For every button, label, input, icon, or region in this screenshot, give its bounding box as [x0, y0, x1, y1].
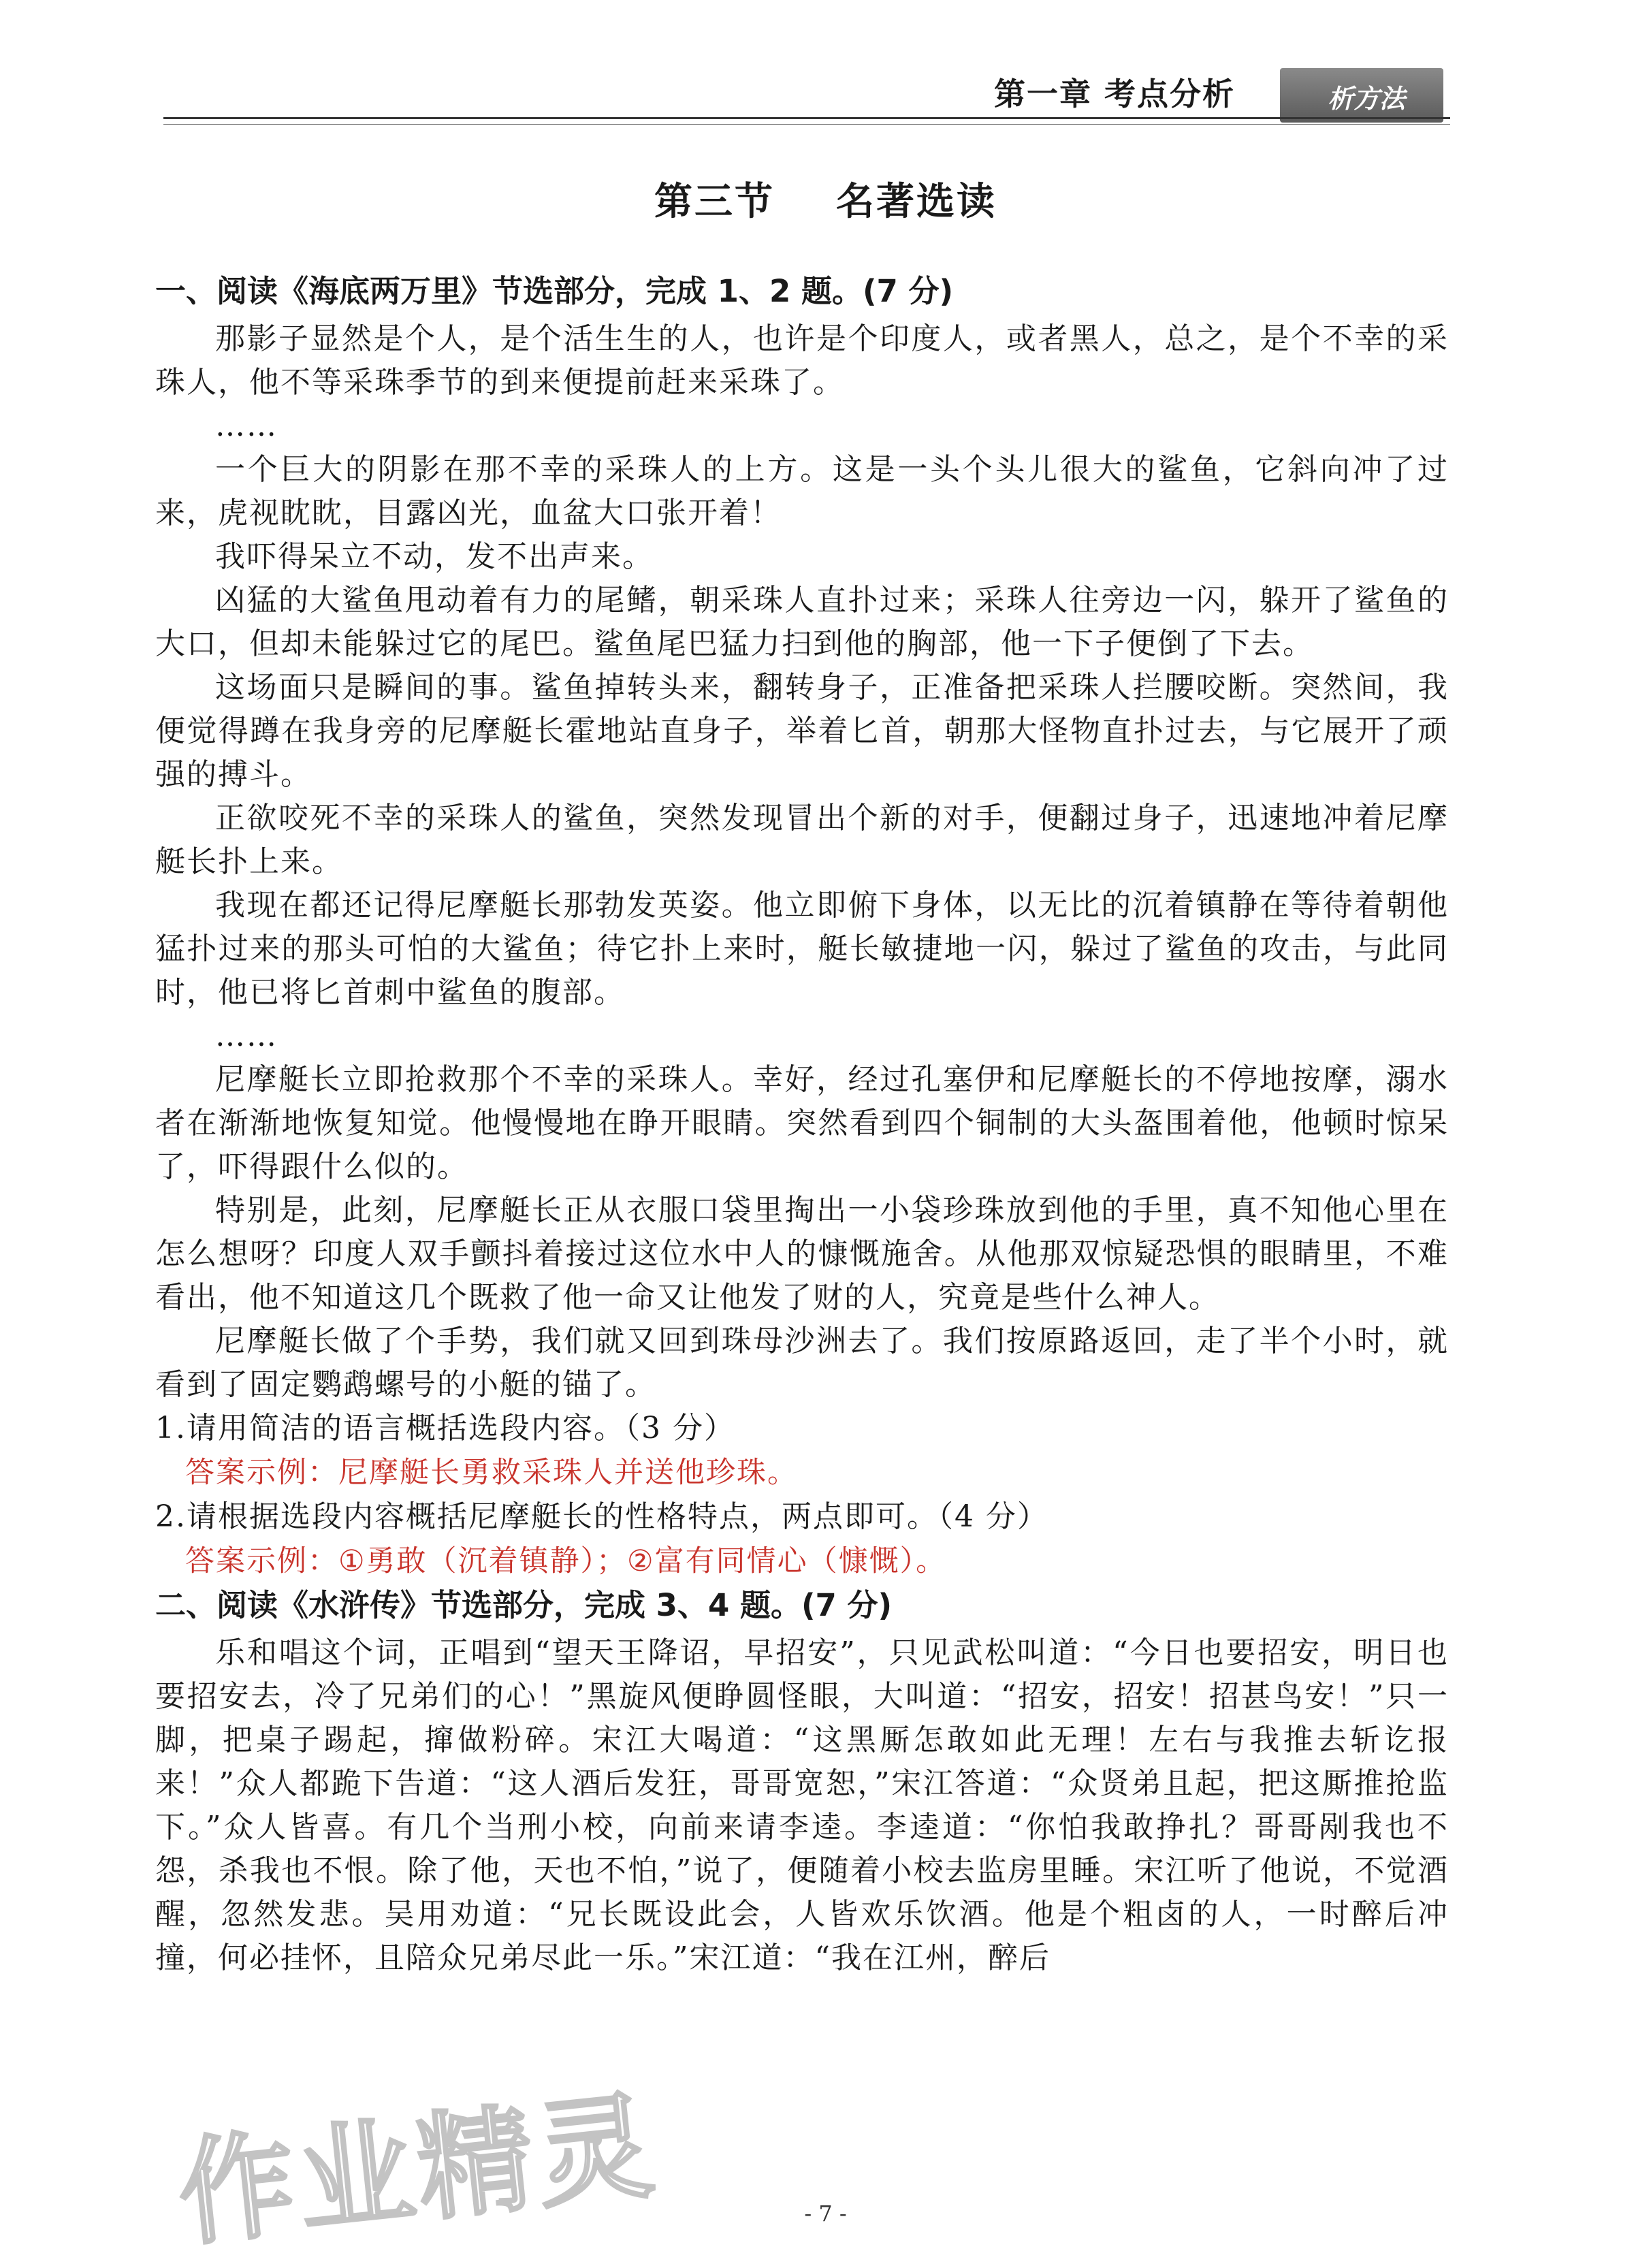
answer-1: 答案示例：尼摩艇长勇救采珠人并送他珍珠。 — [185, 1456, 798, 1490]
part1-ellipsis: …… — [215, 409, 278, 443]
header-logo-text: 析方法 — [1328, 83, 1406, 114]
part1-ellipsis: …… — [215, 1019, 278, 1053]
header-logo — [1280, 68, 1443, 123]
part1-paragraph: 我现在都还记得尼摩艇长那勃发英姿。他立即俯下身体，以无比的沉着镇静在等待着朝他猛扑过来的那头可怕的大鲨鱼；待它扑上来时，艇长敏捷地一闪，躲过了鲨鱼的攻击，与此同时，他已将匕首刺中鲨鱼的腹部。 — [155, 888, 1449, 1010]
answer-2: 答案示例：①勇敢（沉着镇静）；②富有同情心（慷慨）。 — [185, 1544, 947, 1578]
part1-paragraph: 尼摩艇长做了个手势，我们就又回到珠母沙洲去了。我们按原路返回，走了半个小时，就看到了固定鹦鹉螺号的小艇的锚了。 — [155, 1324, 1449, 1402]
header-title: 第一章 考点分析 — [994, 76, 1236, 112]
part1-paragraph: 尼摩艇长立即抢救那个不幸的采珠人。幸好，经过孔塞伊和尼摩艇长的不停地按摩，溺水者在渐渐地恢复知觉。他慢慢地在睁开眼睛。突然看到四个铜制的大头盔围着他，他顿时惊呆了，吓得跟什么似的。 — [155, 1062, 1449, 1184]
header-rule-thin — [163, 124, 1450, 125]
question-1: 1.请用简洁的语言概括选段内容。（3 分） — [155, 1411, 735, 1446]
part1-paragraph: 我吓得呆立不动，发不出声来。 — [215, 539, 654, 574]
part1-paragraph: 特别是，此刻，尼摩艇长正从衣服口袋里掏出一小袋珍珠放到他的手里，真不知他心里在怎么想呀？印度人双手颤抖着接过这位水中人的慷慨施舍。从他那双惊疑恐惧的眼睛里，不难看出，他不知道这几个既救了他一命又让他发了财的人，究竟是些什么神人。 — [155, 1193, 1449, 1315]
part1-title: 一、阅读《海底两万里》节选部分，完成 1、2 题。(7 分) — [155, 273, 954, 309]
part2-paragraph: 乐和唱这个词，正唱到“望天王降诏，早招安”，只见武松叫道：“今日也要招安，明日也要招安去，冷了兄弟们的心！”黑旋风便睁圆怪眼，大叫道：“招安，招安！招甚鸟安！”只一脚，把桌子踢起，撺做粉碎。宋江大喝道：“这黑厮怎敢如此无理！左右与我推去斩讫报来！”众人都跪下告道：“这人酒后发狂，哥哥宽恕，”宋江答道：“众贤弟且起，把这厮推抢监下。”众人皆喜。有几个当刑小校，向前来请李逵。李逵道：“你怕我敢挣扎？哥哥剐我也不怨，杀我也不恨。除了他，天也不怕，”说了，便随着小校去监房里睡。宋江听了他说，不觉酒醒，忽然发悲。吴用劝道：“兄长既设此会，人皆欢乐饮酒。他是个粗卤的人，一时醉后冲撞，何必挂怀，且陪众兄弟尽此一乐。”宋江道：“我在江州，醉后 — [155, 1635, 1449, 1975]
part1-paragraph: 凶猛的大鲨鱼甩动着有力的尾鳍，朝采珠人直扑过来；采珠人往旁边一闪，躲开了鲨鱼的大口，但却未能躲过它的尾巴。鲨鱼尾巴猛力扫到他的胸部，他一下子便倒了下去。 — [155, 583, 1449, 661]
part2-title: 二、阅读《水浒传》节选部分，完成 3、4 题。(7 分) — [155, 1587, 893, 1623]
part1-paragraph: 正欲咬死不幸的采珠人的鲨鱼，突然发现冒出个新的对手，便翻过身子，迅速地冲着尼摩艇长扑上来。 — [155, 801, 1449, 879]
header-rule — [163, 117, 1450, 119]
page-content — [155, 270, 1449, 1980]
part1-paragraph: 这场面只是瞬间的事。鲨鱼掉转头来，翻转身子，正准备把采珠人拦腰咬断。突然间，我便觉得蹲在我身旁的尼摩艇长霍地站直身子，举着匕首，朝那大怪物直扑过去，与它展开了顽强的搏斗。 — [155, 670, 1449, 792]
part1-paragraph: 一个巨大的阴影在那不幸的采珠人的上方。这是一头个头儿很大的鲨鱼，它斜向冲了过来，虎视眈眈，目露凶光，血盆大口张开着！ — [155, 452, 1449, 530]
watermark: 作业精灵 — [172, 2078, 664, 2263]
page-number: - 7 - — [804, 2201, 847, 2226]
question-2: 2.请根据选段内容概括尼摩艇长的性格特点，两点即可。（4 分） — [155, 1499, 1048, 1534]
part1-paragraph: 那影子显然是个人，是个活生生的人，也许是个印度人，或者黑人，总之，是个不幸的采珠人，他不等采珠季节的到来便提前赶来采珠了。 — [155, 321, 1449, 400]
section-title: 第三节 名著选读 — [654, 180, 997, 224]
